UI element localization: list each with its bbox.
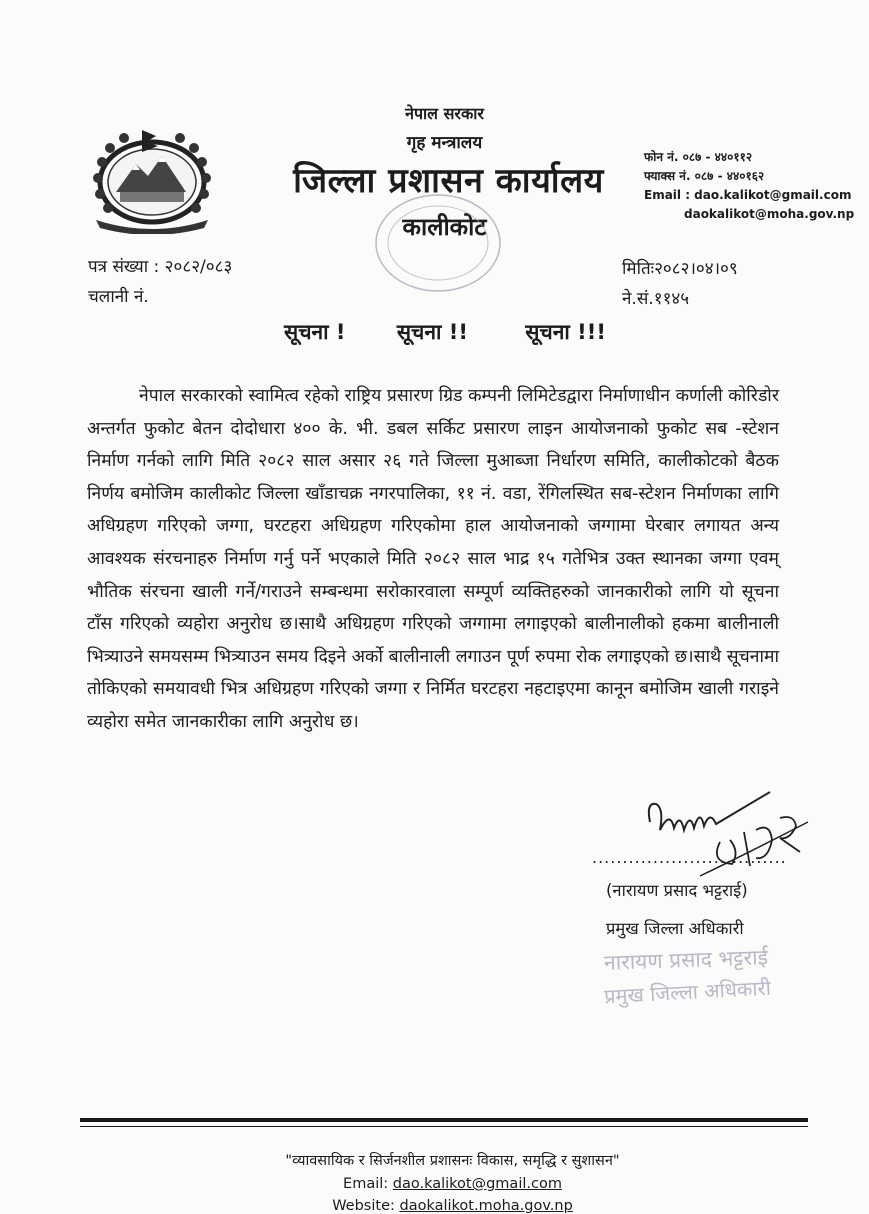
reference-number: पत्र संख्या : २०८२/०८३ — [88, 257, 233, 277]
footer-email — [0, 1176, 869, 1192]
signatory-name: (नारायण प्रसाद भट्टराई) — [606, 881, 748, 900]
footer-rule-thick — [80, 1118, 808, 1122]
signatory-title: प्रमुख जिल्ला अधिकारी — [606, 919, 744, 938]
name-stamp: नारायण प्रसाद भट्टराई — [603, 945, 769, 975]
ministry-name: गृह मन्त्रालय — [406, 133, 483, 153]
contact-block — [644, 148, 854, 224]
notice-body: नेपाल सरकारको स्वामित्व रहेको राष्ट्रिय प्रसारण ग्रिड कम्पनी लिमिटेडद्वारा निर्माणाधीन कर्णाली कोरिडोर अन्तर्गत फुकोट बेतन दोदोधारा ४०० के. भी. डबल सर्किट प्रसारण लाइन आयोजनाको फुकोट सब -स्टेशन निर्माण गर्नको लागि मिति २०८२ साल असार २६ गते जिल्ला मुआब्जा निर्धारण समिति, कालीकोटको बैठक निर्णय बमोजिम कालीकोट जिल्ला खाँडाचक्र नगरपालिका, ११ नं. वडा, रेंगिलस्थित सब-स्टेशन निर्माणका लागि अधिग्रहण गरिएको जग्गा, घरटहरा अधिग्रहण गरिएकोमा हाल आयोजनाको जग्गामा घेरबार लगायत अन्य आवश्यक संरचनाहरु निर्माण गर्नु पर्ने भएकाले मिति २०८२ साल भाद्र १५ गतेभित्र उक्त स्थानका जग्गा एवम् भौतिक संरचना खाली गर्ने/गराउने सम्बन्धमा सरोकारवाला सम्पूर्ण व्यक्तिहरुको जानकारीको लागि यो सूचना टाँस गरिएको व्यहोरा अनुरोध छ।साथै अधिग्रहण गरिएको जग्गामा लगाइएको बालीनालीको हकमा बालीनाली भित्र्याउने समयसम्म भित्र्याउन समय दिइने अर्को बालीनाली लगाउन पूर्ण रुपमा रोक लगाइएको छ।साथै सूचनामा तोकिएको समयावधी भित्र अधिग्रहण गरिएको जग्गा र निर्मित घरटहरा नहटाइएमा कानून बमोजिम खाली गराइने व्यहोरा समेत जानकारीका लागि अनुरोध छ। — [87, 386, 779, 732]
footer-website-label: Website: — [332, 1198, 400, 1214]
contact-email: Email : dao.kalikot@gmail.com — [644, 188, 852, 202]
fax-number: फ्याक्स नं. ०८७ - ४४०१६२ — [644, 169, 765, 183]
dispatch-number: चलानी नं. — [88, 287, 149, 307]
nepal-sambat-date: ने.सं.११४५ — [622, 289, 690, 309]
government-name: नेपाल सरकार — [405, 104, 484, 123]
footer-email-label: Email: — [343, 1176, 393, 1192]
signature-line: ................................ — [592, 848, 787, 867]
contact-email-secondary: daokalikot@moha.gov.np — [684, 207, 855, 221]
notice-title-2: सूचना !! — [396, 320, 468, 344]
footer-website-link[interactable]: daokalikot.moha.gov.np — [399, 1198, 573, 1214]
office-title: जिल्ला प्रशासन कार्यालय — [293, 161, 604, 201]
footer-rule-thin — [80, 1126, 808, 1127]
office-seal-stamp — [368, 188, 508, 298]
footer-website — [0, 1198, 869, 1214]
district-name: कालीकोट — [402, 213, 487, 241]
notice-titles — [284, 318, 606, 346]
handwritten-signature — [640, 782, 810, 882]
footer-motto: "व्यावसायिक र सिर्जनशील प्रशासनः विकास, समृद्धि र सुशासन" — [285, 1153, 620, 1169]
notice-title-1: सूचना ! — [284, 320, 346, 344]
phone-number: फोन नं. ०८७ - ४४०११२ — [644, 150, 753, 164]
letter-date: मितिः२०८२।०४।०९ — [622, 259, 738, 279]
footer-email-link[interactable]: dao.kalikot@gmail.com — [392, 1176, 562, 1192]
notice-title-3: सूचना !!! — [525, 320, 606, 344]
title-stamp: प्रमुख जिल्ला अधिकारी — [603, 975, 772, 1009]
